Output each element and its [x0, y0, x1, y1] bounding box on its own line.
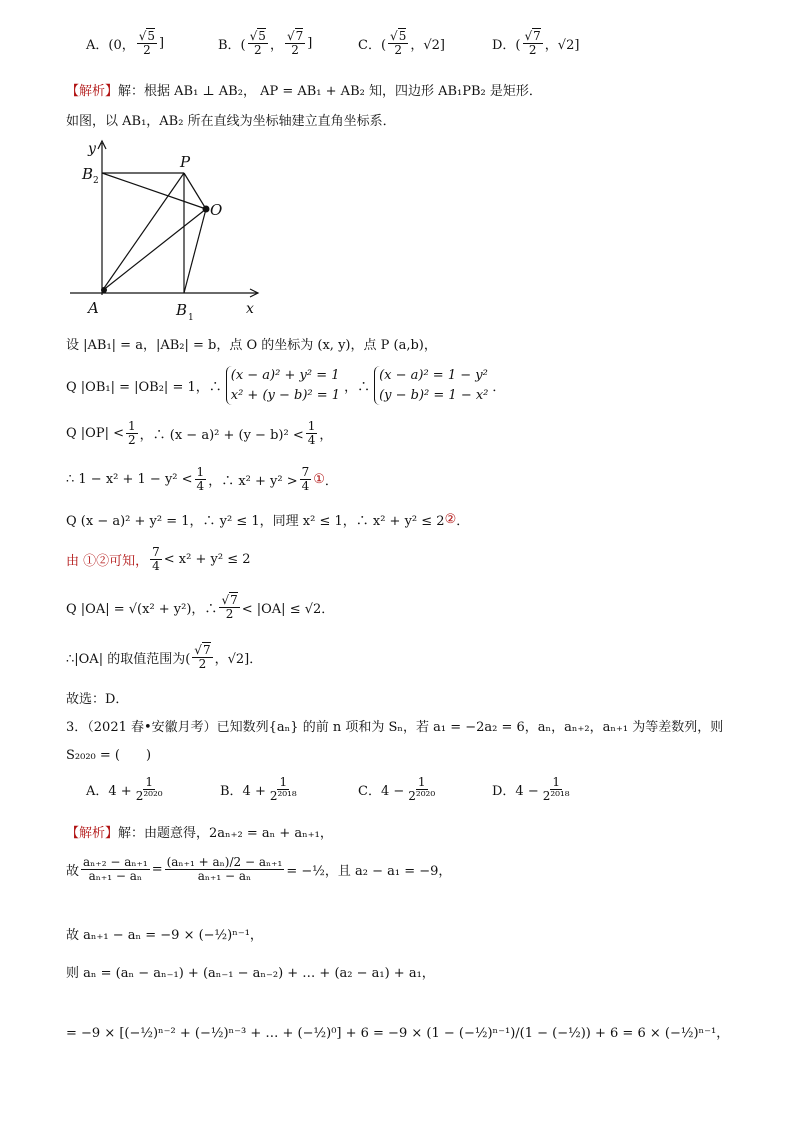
- q3-sum-line: [66, 962, 435, 981]
- q3-text-1: 3．（2021 春•安徽月考）已知数列{aₙ} 的前 n 项和为 Sₙ，若 a₁ = −2a₂ = 6，aₙ，aₙ₊₂，aₙ₊₁ 为等差数列，则: [66, 720, 724, 735]
- label-b2-sub: 2: [93, 176, 99, 186]
- option-a-end: ]: [159, 36, 165, 52]
- intro-line: [66, 110, 396, 129]
- q3-option-a-frac: $\frac{1}{\text{2²⁰²⁰}}$: [135, 775, 163, 804]
- segment-b1-o: [184, 209, 206, 293]
- y-label: y: [88, 141, 96, 157]
- q3-sum-text: 则 aₙ = (aₙ − aₙ₋₁) + (aₙ₋₁ − aₙ₋₂) + … + (a₂ − a₁) + a₁，: [66, 966, 435, 981]
- q3-ratio-tail: = −½，且 a₂ − a₁ = −9，: [286, 864, 452, 880]
- q3-option-b-label: B．4 +: [220, 784, 266, 800]
- option-d-frac: $\frac{√7}{2}$: [524, 29, 541, 58]
- answer-line: [66, 688, 128, 707]
- seven-four-frac-2: $\frac{7}{4}$: [152, 545, 160, 574]
- q3-analysis-text: 解：由题意得，2aₙ₊₂ = aₙ + aₙ₊₁，: [118, 826, 333, 841]
- label-b1-sub: 1: [188, 313, 194, 323]
- system-line: [66, 366, 505, 405]
- option-b-end: ]: [307, 36, 313, 52]
- system-1-eq-b: x² + (y − b)² = 1: [230, 387, 341, 403]
- label-o: O: [210, 201, 223, 219]
- q3-final-line: [66, 1022, 729, 1041]
- step6-b: < |OA| ≤ √2．: [241, 602, 335, 618]
- q3-option-c-label: C．4 −: [358, 784, 405, 800]
- step3-b: ，∴ x² + y² >: [208, 474, 298, 490]
- option-d-label: D．(: [492, 38, 521, 54]
- q3-ratio-mid: $\frac{\text{(aₙ₊₁ + aₙ)/2 − aₙ₊₁}}{\text{aₙ₊₁ − aₙ}}$: [166, 855, 283, 884]
- option-d: [492, 30, 579, 57]
- analysis-line-1: [66, 80, 542, 99]
- step4-line: Q (x − a)² + y² = 1，∴ y² ≤ 1，同理 x² ≤ 1，∴ x² + y² ≤ 2 ② ．: [66, 512, 470, 529]
- option-a-frac: $\frac{√5}{2}$: [138, 29, 156, 58]
- x-label: x: [246, 301, 254, 317]
- system-1-eq-a: (x − a)² + y² = 1: [230, 368, 340, 383]
- answer-text: 故选：D．: [66, 692, 129, 707]
- q3-option-d-frac: $\frac{1}{\text{2²⁰¹⁸}}$: [542, 775, 570, 804]
- q3-ratio-left: $\frac{\text{aₙ₊₂ − aₙ₊₁}}{\text{aₙ₊₁ − aₙ}}$: [83, 855, 148, 884]
- analysis-tag: 【解析】: [66, 84, 119, 99]
- label-a: A: [88, 299, 99, 317]
- option-b-label: B．(: [218, 38, 246, 54]
- q3-option-d-label: D．4 −: [492, 784, 539, 800]
- set-line: [66, 334, 437, 353]
- system-mid: ，∴: [344, 380, 371, 395]
- segment-p-o: [184, 173, 206, 209]
- op-line: Q |OP| < $\frac{1}{2}$ ，∴ (x − a)² + (y − b)² < $\frac{1}{4}$ ，: [66, 419, 333, 448]
- q3-option-a: [86, 776, 167, 803]
- step3-a: ∴ 1 − x² + 1 − y² <: [66, 472, 193, 488]
- option-a-label: A．(0，: [86, 38, 135, 54]
- segment-a-o: [102, 209, 206, 291]
- op-line-b: ，∴ (x − a)² + (y − b)² <: [139, 428, 304, 444]
- step5-tail: < x² + y² ≤ 2: [163, 552, 251, 568]
- step7-text: ∴|OA| 的取值范围为(: [66, 652, 191, 668]
- step5-line: [66, 546, 251, 573]
- q3-gu: 故: [66, 864, 80, 880]
- option-b-frac2: $\frac{√7}{2}$: [286, 29, 304, 58]
- q3-final-text: = −9 × [(−½)ⁿ⁻² + (−½)ⁿ⁻³ + … + (−½)⁰] + 6 = −9 × (1 − (−½)ⁿ⁻¹)/(1 − (−½)) + 6 = 6 × (−½)ⁿ⁻¹，: [66, 1026, 730, 1041]
- option-d-tail: ，√2]: [544, 38, 580, 54]
- option-c-frac: $\frac{√5}{2}$: [390, 29, 407, 58]
- sqrt7-frac-2: $\frac{√7}{2}$: [194, 643, 211, 672]
- step4-text: Q (x − a)² + y² = 1，∴ y² ≤ 1，同理 x² ≤ 1，∴ x² + y² ≤ 2: [66, 514, 445, 529]
- step6-a: Q |OA| = √(x² + y²)，∴: [66, 602, 218, 618]
- system-2: [374, 366, 488, 405]
- option-c: [358, 30, 445, 57]
- q3-diff-line: [66, 924, 263, 943]
- option-c-label: C．(: [358, 38, 387, 54]
- option-a: [86, 30, 164, 57]
- step5-red: 由 ①②可知，: [66, 554, 149, 570]
- set-line-text: 设 |AB₁| = a，|AB₂| = b，点 O 的坐标为 (x, y)，点 P (a,b)，: [66, 338, 437, 353]
- system-2-eq-a: (x − a)² = 1 − y²: [379, 368, 488, 383]
- q3-option-d: [492, 776, 574, 803]
- step6-line: [66, 594, 334, 621]
- q3-analysis-tag: 【解析】: [66, 826, 119, 841]
- mark-1: ①: [313, 472, 325, 488]
- q3-option-b: [220, 776, 301, 803]
- option-c-tail: ，√2]: [410, 38, 445, 54]
- quarter-frac-2: $\frac{1}{4}$: [196, 465, 205, 494]
- system-1: [226, 366, 340, 405]
- system-prefix: Q |OB₁| = |OB₂| = 1，∴: [66, 380, 222, 395]
- system-end: ．: [492, 380, 506, 395]
- point-o: [203, 206, 210, 213]
- option-b: B．( $\frac{√5}{2}$ ， $\frac{√7}{2}$ ]: [218, 29, 313, 58]
- q3-line-1: [66, 716, 723, 735]
- step7-line: [66, 644, 262, 671]
- q3-diff-text: 故 aₙ₊₁ − aₙ = −9 × (−½)ⁿ⁻¹，: [66, 928, 263, 943]
- q3-option-b-frac: $\frac{1}{\text{2²⁰¹⁸}}$: [269, 775, 297, 804]
- label-b1: B: [176, 301, 188, 319]
- q3-option-a-label: A．4 +: [86, 784, 132, 800]
- q3-analysis-line: [66, 822, 333, 841]
- option-b-frac1: $\frac{√5}{2}$: [249, 29, 266, 58]
- quarter-frac: $\frac{1}{4}$: [307, 419, 316, 448]
- analysis-text: 解：根据 AB₁ ⊥ AB₂， AP = AB₁ + AB₂ 知，四边形 AB₁PB₂ 是矩形．: [118, 84, 542, 99]
- label-b2: B: [82, 165, 94, 183]
- q3-option-c-frac: $\frac{1}{\text{2²⁰²⁰}}$: [408, 775, 436, 804]
- segment-b2-o: [102, 173, 206, 209]
- op-line-a: Q |OP| <: [66, 426, 124, 442]
- q3-line-2: [66, 744, 151, 763]
- system-2-eq-b: (y − b)² = 1 − x²: [379, 387, 489, 403]
- seven-four-frac: $\frac{7}{4}$: [301, 465, 310, 494]
- step7-tail: ，√2]．: [214, 652, 263, 668]
- point-a: [101, 287, 107, 293]
- mark-2: ②: [444, 512, 457, 527]
- q3-ratio-line: 故 $\frac{\text{aₙ₊₂ − aₙ₊₁}}{\text{aₙ₊₁ − aₙ}}$ = $\frac{\text{(aₙ₊₁ + aₙ)/2 − aₙ₊₁}}{\text{aₙ₊₁ − aₙ}}$ = −½，且 a₂ − a₁ = −9，: [66, 855, 452, 884]
- label-p: P: [180, 153, 191, 171]
- intro-text: 如图，以 AB₁，AB₂ 所在直线为坐标轴建立直角坐标系．: [66, 114, 396, 129]
- half-frac: $\frac{1}{2}$: [127, 419, 136, 448]
- segment-a-p: [102, 173, 184, 291]
- q3-option-c: [358, 776, 439, 803]
- q3-text-2: S₂₀₂₀ = ( ): [66, 748, 152, 763]
- step3-line: ∴ 1 − x² + 1 − y² < $\frac{1}{4}$ ，∴ x² + y² > $\frac{7}{4}$ ① ．: [66, 465, 338, 494]
- geometry-figure: [68, 135, 268, 325]
- sqrt7-frac: $\frac{√7}{2}$: [221, 593, 238, 622]
